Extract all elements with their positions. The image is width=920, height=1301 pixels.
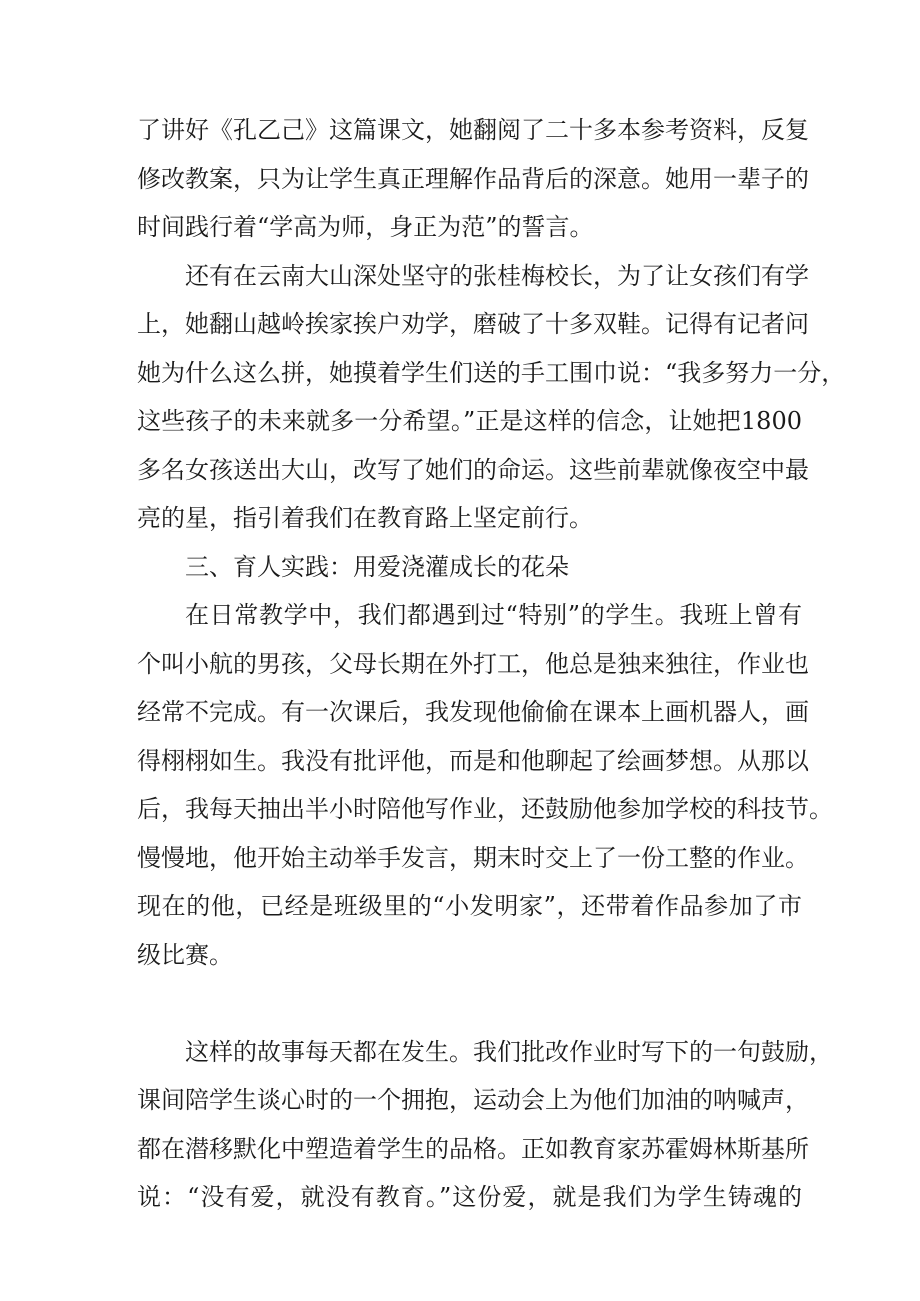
text-line: 在日常教学中，我们都遇到过“特别”的学生。我班上曾有 <box>185 601 802 629</box>
text-line: 上，她翻山越岭挨家挨户劝学，磨破了十多双鞋。记得有记者问 <box>137 310 809 338</box>
text-line: 得栩栩如生。我没有批评他，而是和他聊起了绘画梦想。从那以 <box>137 746 809 775</box>
heading-text: 三、育人实践：用爱浇灌成长的花朵 <box>185 552 569 581</box>
text-line: 现在的他，已经是班级里的“小发明家”，还带着作品参加了市 <box>137 892 802 920</box>
text-line: 亮的星，指引着我们在教育路上坚定前行。 <box>137 504 593 532</box>
text-line: 这样的故事每天都在发生。我们批改作业时写下的一句鼓励， <box>185 1037 833 1066</box>
text-line: 后，我每天抽出半小时陪他写作业，还鼓励他参加学校的科技节。 <box>137 795 833 823</box>
paragraph-zhang-guimei <box>137 252 846 543</box>
text-line: 说：“没有爱，就没有教育。”这份爱，就是我们为学生铸魂的 <box>137 1183 802 1211</box>
text-line: 她为什么这么拼，她摸着学生们送的手工围巾说：“我多努力一分， <box>137 358 846 387</box>
paragraph-spacer <box>137 979 802 1028</box>
text-line: 经常不完成。有一次课后，我发现他偷偷在课本上画机器人，画 <box>137 698 809 726</box>
text-line: 个叫小航的男孩，父母长期在外打工，他总是独来独往，作业也 <box>137 649 809 678</box>
text-line: 还有在云南大山深处坚守的张桂梅校长，为了让女孩们有学 <box>185 261 809 290</box>
paragraph-continuation <box>137 106 809 252</box>
text-line: 课间陪学生谈心时的一个拥抱，运动会上为他们加油的呐喊声， <box>137 1086 809 1114</box>
text-line: 这些孩子的未来就多一分希望。”正是这样的信念，让她把1800 <box>137 407 802 435</box>
text-line: 级比赛。 <box>137 940 233 969</box>
text-line: 时间践行着“学高为师，身正为范”的誓言。 <box>137 213 594 241</box>
text-line: 多名女孩送出大山，改写了她们的命运。这些前辈就像夜空中最 <box>137 455 809 484</box>
text-line: 了讲好《孔乙己》这篇课文，她翻阅了二十多本参考资料，反复 <box>137 116 809 144</box>
text-line: 慢慢地，他开始主动举手发言，期末时交上了一份工整的作业。 <box>137 843 809 872</box>
text-line: 修改教案，只为让学生真正理解作品背后的深意。她用一辈子的 <box>137 164 809 193</box>
text-line: 都在潜移默化中塑造着学生的品格。正如教育家苏霍姆林斯基所 <box>137 1134 809 1163</box>
paragraph-xiaohang-story <box>137 591 833 979</box>
section-heading <box>137 543 802 592</box>
document-body <box>137 106 846 1222</box>
paragraph-love-education <box>137 1028 833 1222</box>
